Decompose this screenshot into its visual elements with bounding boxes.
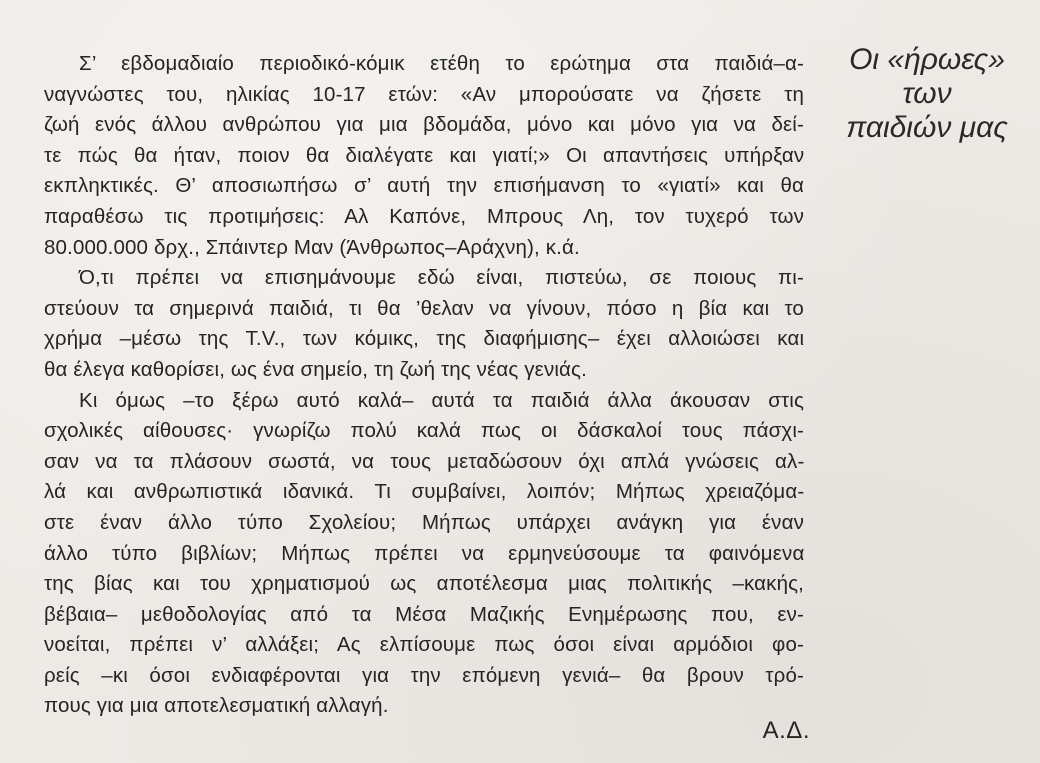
article-body <box>44 49 804 722</box>
text-line: ναγνώστες του, ηλικίας 10-17 ετών: «Αν μπορούσατε να ζήσετε τη <box>44 82 804 106</box>
text-line: ρείς –κι όσοι ενδιαφέρονται για την επόμενη γενιά– θα βρουν τρό- <box>44 663 804 687</box>
author-signature: Α.Δ. <box>762 717 810 744</box>
text-line: Ό,τι πρέπει να επισημάνουμε εδώ είναι, πιστεύω, σε ποιους πι- <box>79 266 804 290</box>
text-line: σαν να τα πλάσουν σωστά, να τους μεταδώσουν όχι απλά γνώσεις αλ- <box>44 449 805 473</box>
text-line: χρήμα –μέσω της Τ.V., των κόμικς, της διαφήμισης– έχει αλλοιώσει και <box>44 327 805 351</box>
article-title-line-2: των <box>902 77 952 110</box>
text-line: θα έλεγα καθορίσει, ως ένα σημείο, τη ζωή της νέας γενιάς. <box>44 357 587 381</box>
text-line: άλλο τύπο βιβλίων; Μήπως πρέπει να ερμηνεύσουμε τα φαινόμενα <box>44 541 805 565</box>
text-line: τε πώς θα ήταν, ποιον θα διαλέγατε και γιατί;» Οι απαντήσεις υπήρξαν <box>44 143 805 167</box>
text-line: βέβαια– μεθοδολογίας από τα Μέσα Μαζικής Ενημέρωσης που, εν- <box>44 602 804 626</box>
text-line: Κι όμως –το ξέρω αυτό καλά– αυτά τα παιδιά άλλα άκουσαν στις <box>79 388 804 412</box>
article-title-line-1: Οι «ήρωες» <box>849 43 1005 76</box>
article-title-line-3: παιδιών μας <box>846 111 1008 144</box>
paragraph-3 <box>44 386 804 723</box>
text-line: της βίας και του χρηματισμού ως αποτέλεσμα μιας πολιτικής –κακής, <box>44 572 804 596</box>
text-line: λά και ανθρωπιστικά ιδανικά. Τι συμβαίνει, λοιπόν; Μήπως χρειαζόμα- <box>44 480 805 504</box>
paragraph-2 <box>44 263 804 385</box>
article-title <box>832 43 1022 145</box>
text-line: ζωή ενός άλλου ανθρώπου για μια βδομάδα, μόνο και μόνο για να δεί- <box>44 113 804 137</box>
text-line: πους για μια αποτελεσματική αλλαγή. <box>44 694 389 718</box>
text-line: στε έναν άλλο τύπο Σχολείου; Μήπως υπάρχει ανάγκη για έναν <box>44 510 804 534</box>
text-line: παραθέσω τις προτιμήσεις: Αλ Καπόνε, Μπρους Λη, τον τυχερό των <box>44 204 804 228</box>
text-line: 80.000.000 δρχ., Σπάιντερ Μαν (Άνθρωπος–Αράχνη), κ.ά. <box>44 235 580 259</box>
text-line: στεύουν τα σημερινά παιδιά, τι θα ’θελαν να γίνουν, πόσο η βία και το <box>44 296 804 320</box>
paragraph-1 <box>44 49 804 263</box>
text-line: νοείται, πρέπει ν’ αλλάξει; Ας ελπίσουμε πως όσοι είναι αρμόδιοι φο- <box>44 633 804 657</box>
text-line: εκπληκτικές. Θ’ αποσιωπήσω σ’ αυτή την επισήμανση το «γιατί» και θα <box>44 174 804 198</box>
text-line: σχολικές αίθουσες· γνωρίζω πολύ καλά πως οι δάσκαλοί τους πάσχι- <box>44 419 804 443</box>
text-line: Σ’ εβδομαδιαίο περιοδικό-κόμικ ετέθη το ερώτημα στα παιδιά–α- <box>79 52 804 75</box>
